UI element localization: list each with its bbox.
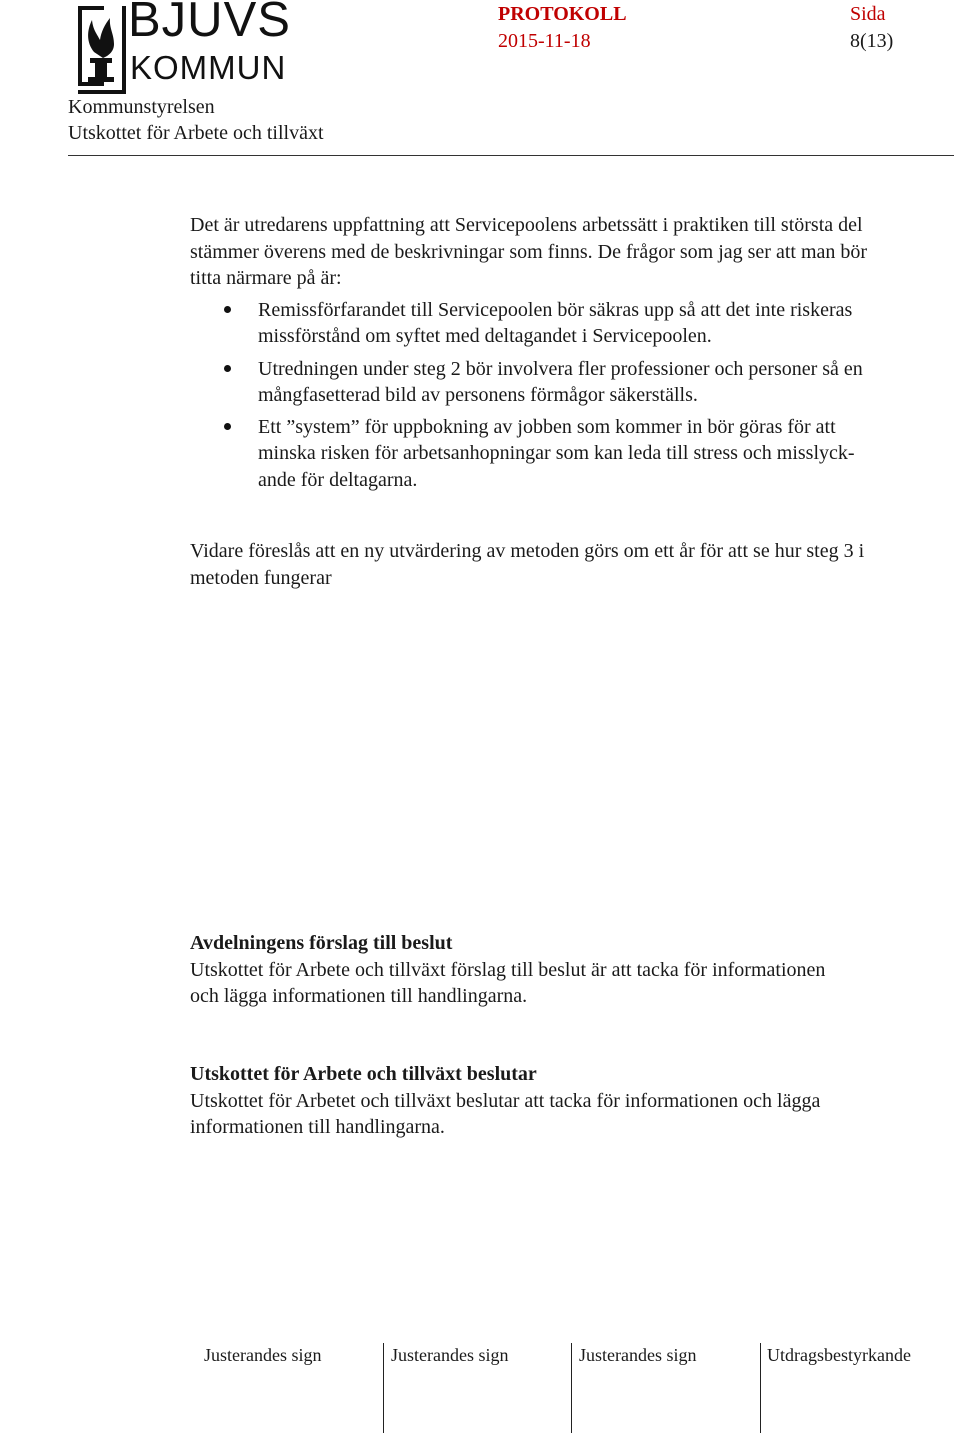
intro-line: stämmer överens med de beskrivningar som finns. De frågor som jag ser att man bör — [190, 240, 868, 263]
page-label: Sida — [850, 3, 886, 25]
decision-section — [190, 1061, 960, 1141]
list-item-line: Utredningen under steg 2 bör involvera fler professioner och personer så en — [258, 357, 863, 380]
list-item-line: missförstånd om syftet med deltagandet i Servicepoolen. — [258, 325, 712, 347]
intro-line: titta närmare på är: — [190, 267, 342, 289]
document-type: PROTOKOLL — [498, 3, 627, 25]
further-evaluation-paragraph — [190, 538, 960, 591]
list-item-line: mångfasetterad bild av personens förmågor säkerställs. — [258, 384, 698, 406]
decision-line: informationen till handlingarna. — [190, 1116, 445, 1138]
page-number: 8(13) — [850, 30, 894, 52]
signature-divider — [383, 1343, 384, 1433]
header-divider — [68, 155, 954, 156]
decision-heading: Utskottet för Arbete och tillväxt beslutar — [190, 1063, 537, 1085]
list-item-line: ande för deltagarna. — [258, 468, 418, 491]
bullet-icon — [224, 365, 231, 372]
proposal-line: och lägga informationen till handlingarna. — [190, 985, 528, 1007]
list-item — [190, 297, 960, 350]
proposal-heading: Avdelningens förslag till beslut — [190, 932, 453, 954]
logo-text-bjuvs: BJUVS — [128, 0, 291, 47]
signature-label: Utdragsbestyrkande — [767, 1345, 911, 1365]
list-item — [190, 356, 960, 409]
findings-list — [190, 297, 960, 494]
signature-divider — [760, 1343, 761, 1433]
decision-line: Utskottet för Arbetet och tillväxt beslutar att tacka för informationen och lägga — [190, 1089, 821, 1112]
list-item-line: minska risken för arbetsanhopningar som kan leda till stress och misslyck- — [258, 442, 855, 464]
bullet-icon — [224, 423, 231, 430]
signature-label: Justerandes sign — [204, 1345, 322, 1365]
proposal-line: Utskottet för Arbete och tillväxt förslag till beslut är att tacka för informationen — [190, 958, 826, 981]
list-item — [190, 414, 960, 494]
bullet-icon — [224, 306, 231, 313]
signature-label: Justerandes sign — [391, 1345, 509, 1365]
intro-line: Det är utredarens uppfattning att Servicepoolens arbetssätt i praktiken till största del — [190, 214, 863, 236]
organization-name: Kommunstyrelsen — [68, 96, 215, 118]
proposal-section — [190, 930, 960, 1010]
list-item-line: Remissförfarandet till Servicepoolen bör säkras upp så att det inte riskeras — [258, 298, 853, 321]
paragraph-line: metoden fungerar — [190, 566, 332, 589]
bjuvs-kommun-logo — [70, 2, 310, 94]
document-date: 2015-11-18 — [498, 30, 591, 52]
paragraph-line: Vidare föreslås att en ny utvärdering av metoden görs om ett år för att se hur steg 3 i — [190, 540, 865, 562]
signature-label: Justerandes sign — [579, 1345, 697, 1365]
signature-footer — [190, 1343, 960, 1433]
committee-name: Utskottet för Arbete och tillväxt — [68, 122, 324, 144]
logo-text-kommun: KOMMUN — [130, 49, 287, 86]
intro-section — [190, 212, 960, 493]
signature-divider — [571, 1343, 572, 1433]
torch-emblem-icon — [70, 2, 130, 94]
list-item-line: Ett ”system” för uppbokning av jobben som kommer in bör göras för att — [258, 415, 836, 438]
